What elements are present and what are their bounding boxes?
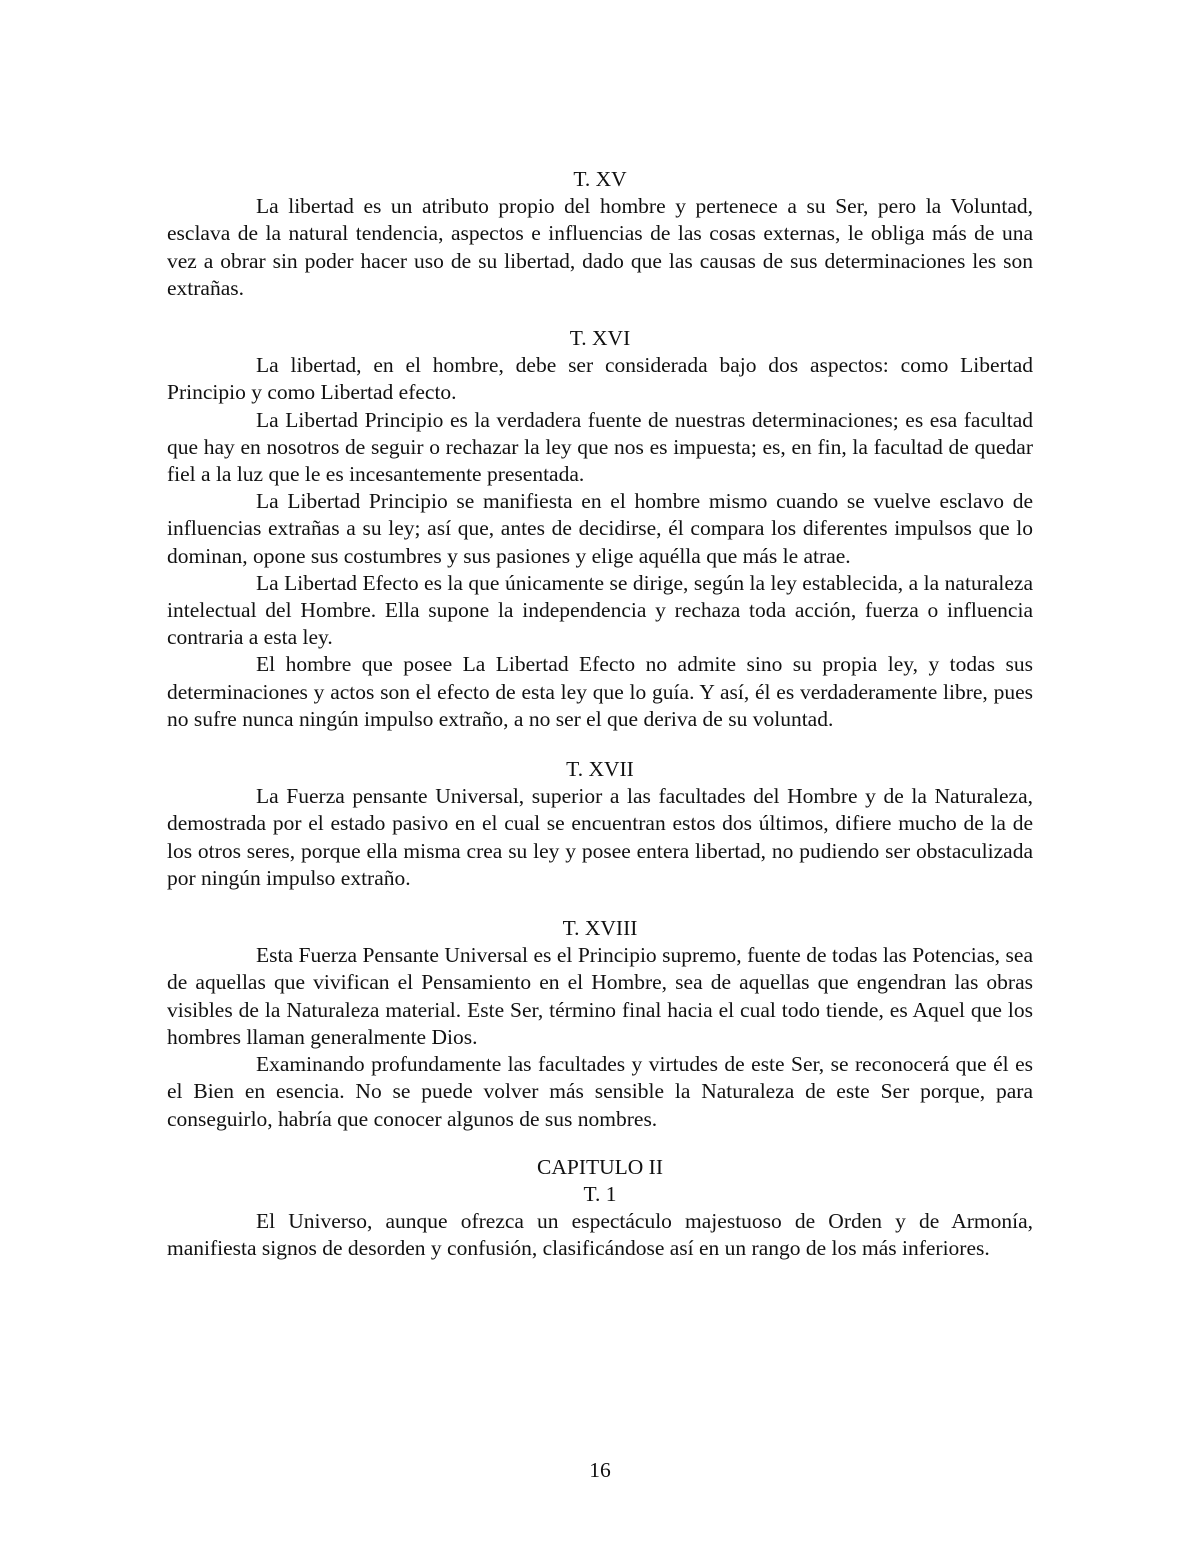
section-heading: T. XV bbox=[573, 167, 627, 191]
section-heading: T. 1 bbox=[583, 1181, 617, 1206]
paragraph: Examinando profundamente las facultades y virtudes de este Ser, se reconocerá que él es el Bien en esencia. No se puede volver más sensible la Naturaleza de este Ser porque, para conseguirlo, habría que conocer algunos de sus nombres. bbox=[167, 1052, 1033, 1131]
paragraph: El Universo, aunque ofrezca un espectáculo majestuoso de Orden y de Armonía, manifiesta signos de desorden y confusión, clasificándose así en un rango de los más inferiores. bbox=[167, 1209, 1033, 1261]
paragraph: La libertad es un atributo propio del hombre y pertenece a su Ser, pero la Voluntad, esclava de la natural tendencia, aspectos e influencias de las cosas externas, le obliga más de una vez a obrar sin poder hacer uso de su libertad, dado que las causas de sus determinaciones les son extrañas. bbox=[167, 194, 1033, 300]
paragraph: La Libertad Principio es la verdadera fuente de nuestras determinaciones; es esa facultad que hay en nosotros de seguir o rechazar la ley que nos es impuesta; es, en fin, la facultad de quedar fiel a la luz que le es incesantemente presentada. bbox=[167, 407, 1033, 487]
paragraph: Esta Fuerza Pensante Universal es el Principio supremo, fuente de todas las Potencias, sea de aquellas que vivifican el Pensamiento en el Hombre, sea de aquellas que engendran las obras visibles de la Naturaleza material. Este Ser, término final hacia el cual todo tiende, es Aquel que los hombres llaman generalmente Dios. bbox=[167, 943, 1033, 1049]
paragraph: La libertad, en el hombre, debe ser considerada bajo dos aspectos: como Libertad Principio y como Libertad efecto. bbox=[167, 353, 1033, 405]
paragraph: La Libertad Principio se manifiesta en el hombre mismo cuando se vuelve esclavo de influencias extrañas a su ley; así que, antes de decidirse, él compara los diferentes impulsos que lo dominan, opone sus costumbres y sus pasiones y elige aquélla que más le atrae. bbox=[167, 489, 1033, 568]
paragraph: La Libertad Efecto es la que únicamente se dirige, según la ley establecida, a la naturaleza intelectual del Hombre. Ella supone la independencia y rechaza toda acción, fuerza o influencia contraria a esta ley. bbox=[167, 570, 1033, 650]
section-heading: T. XVIII bbox=[562, 916, 638, 941]
section-t-xvii bbox=[167, 756, 1033, 892]
paragraph: El hombre que posee La Libertad Efecto no admite sino su propia ley, y todas sus determinaciones y actos son el efecto de esta ley que lo guía. Y así, él es verdaderamente libre, pues no sufre nunca ningún impulso extraño, a no ser el que deriva de su voluntad. bbox=[167, 652, 1033, 731]
section-t-xviii bbox=[167, 915, 1033, 1133]
page-number: 16 bbox=[589, 1458, 611, 1482]
section-t-xvi bbox=[167, 325, 1033, 733]
paragraph: La Fuerza pensante Universal, superior a las facultades del Hombre y de la Naturaleza, demostrada por el estado pasivo en el cual se encuentran estos dos últimos, difiere mucho de la de los otros seres, porque ella misma crea su ley y posee entera libertad, no pudiendo ser obstaculizada por ningún impulso extraño. bbox=[167, 784, 1033, 890]
section-t-1 bbox=[167, 1181, 1033, 1263]
section-t-xv bbox=[167, 166, 1033, 302]
section-heading: T. XVII bbox=[566, 757, 634, 782]
chapter-title: CAPITULO II bbox=[537, 1154, 663, 1179]
section-heading: T. XVI bbox=[569, 326, 631, 351]
page-body bbox=[167, 166, 1033, 1263]
